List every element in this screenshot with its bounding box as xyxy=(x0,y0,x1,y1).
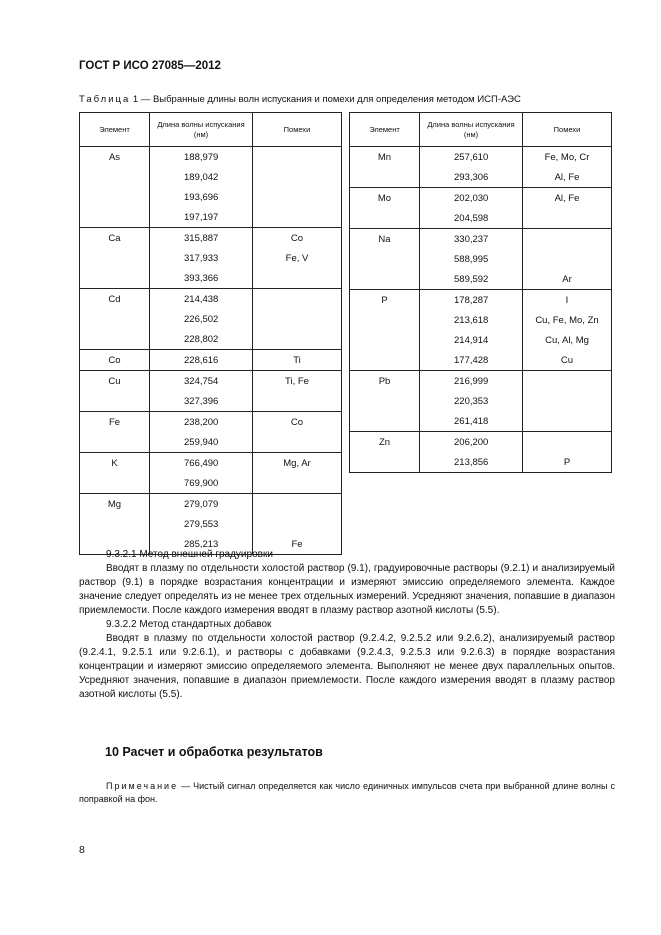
table-row xyxy=(350,310,612,330)
element-cell: K xyxy=(80,453,150,474)
wavelength-cell: 238,200 xyxy=(150,412,253,433)
wavelength-cell: 324,754 xyxy=(150,371,253,392)
interference-cell xyxy=(523,391,612,411)
element-cell xyxy=(80,309,150,329)
note xyxy=(79,780,615,806)
subsection-heading: 9.3.2.1 Метод внешней градуировки xyxy=(106,549,273,560)
table-caption-text: 1 — Выбранные длины волн испускания и помехи для определения методом ИСП-АЭС xyxy=(130,94,521,105)
table-row xyxy=(350,350,612,371)
interference-cell xyxy=(253,432,342,453)
element-cell: Ca xyxy=(80,228,150,249)
wavelength-cell: 228,802 xyxy=(150,329,253,350)
table-row xyxy=(80,453,342,474)
interference-cell xyxy=(253,268,342,289)
element-cell xyxy=(80,514,150,534)
table-row xyxy=(350,249,612,269)
wavelength-cell: 213,856 xyxy=(420,452,523,473)
section-external-calibration xyxy=(79,548,615,702)
interference-cell: Cu xyxy=(523,350,612,371)
table-row xyxy=(80,309,342,329)
wavelength-cell: 213,618 xyxy=(420,310,523,330)
interference-cell: Fe, V xyxy=(253,248,342,268)
interference-cell xyxy=(523,432,612,453)
table-row xyxy=(80,473,342,494)
interference-cell: Co xyxy=(253,412,342,433)
interference-cell: Ar xyxy=(523,269,612,290)
interference-cell: Cu, Al, Mg xyxy=(523,330,612,350)
interference-cell: I xyxy=(523,290,612,311)
element-cell xyxy=(350,391,420,411)
wavelength-cell: 279,553 xyxy=(150,514,253,534)
element-cell xyxy=(80,207,150,228)
interference-cell xyxy=(253,514,342,534)
interference-cell xyxy=(253,187,342,207)
column-header-interference: Помехи xyxy=(253,113,342,147)
interference-cell xyxy=(523,371,612,392)
table-row xyxy=(80,494,342,515)
wavelength-cell: 285,213 xyxy=(150,534,253,555)
table-row xyxy=(350,411,612,432)
table-row xyxy=(80,432,342,453)
element-cell xyxy=(350,330,420,350)
subsection-heading: 9.3.2.2 Метод стандартных добавок xyxy=(106,619,272,630)
paragraph: Вводят в плазму по отдельности холостой раствор (9.1), градуировочные растворы (9.2.1) и анализируемый раствор (9.1) в порядке возрастания концентрации и измеряют эмиссию определяемого элемента. Каждое значение следует определять из не менее трех отдельных измерений. Усредняют значения, попавшие в диапазон приемлемости. После каждого измерения вводят в плазму раствор азотной кислоты (5.5). xyxy=(79,563,615,616)
element-cell xyxy=(80,473,150,494)
element-cell xyxy=(350,411,420,432)
wavelength-cell: 177,428 xyxy=(420,350,523,371)
wavelength-cell: 216,999 xyxy=(420,371,523,392)
table-body-left xyxy=(80,147,342,555)
interference-cell xyxy=(253,289,342,310)
wavelength-table-left xyxy=(79,112,342,555)
element-cell: Cd xyxy=(80,289,150,310)
element-cell: Mn xyxy=(350,147,420,168)
interference-cell: Fe xyxy=(253,534,342,555)
element-cell xyxy=(80,248,150,268)
interference-cell: P xyxy=(523,452,612,473)
wavelength-cell: 228,616 xyxy=(150,350,253,371)
element-cell: As xyxy=(80,147,150,168)
interference-cell: Co xyxy=(253,228,342,249)
table-row xyxy=(350,432,612,453)
element-cell xyxy=(350,208,420,229)
table-row xyxy=(350,167,612,188)
wavelength-cell: 220,353 xyxy=(420,391,523,411)
wavelength-cell: 178,287 xyxy=(420,290,523,311)
element-cell: Fe xyxy=(80,412,150,433)
element-cell xyxy=(350,167,420,188)
paragraph: Вводят в плазму по отдельности холостой раствор (9.2.4.2, 9.2.5.2 или 9.2.6.2), анализируемый раствор (9.2.4.1, 9.2.5.1 или 9.2.6.1), и растворы с добавками (9.2.4.3, 9.2.5.3 или 9.2.6.3) в порядке возрастания концентрации и измеряют эмиссию определяемого элемента. Выполняют не менее двух параллельных опытов. Усредняют значения, попавшие в диапазон приемлемости. После каждого измерения вводят в плазму раствор азотной кислоты (5.5). xyxy=(79,633,615,700)
wavelength-cell: 214,438 xyxy=(150,289,253,310)
table-row xyxy=(80,412,342,433)
interference-cell xyxy=(523,208,612,229)
document-header: ГОСТ Р ИСО 27085—2012 xyxy=(79,60,221,72)
wavelength-cell: 189,042 xyxy=(150,167,253,187)
wavelength-cell: 204,598 xyxy=(420,208,523,229)
table-row xyxy=(80,329,342,350)
interference-cell: Al, Fe xyxy=(523,167,612,188)
element-cell xyxy=(80,432,150,453)
interference-cell xyxy=(253,207,342,228)
table-row xyxy=(80,289,342,310)
element-cell: Pb xyxy=(350,371,420,392)
section-heading: 10 Расчет и обработка результатов xyxy=(105,745,323,759)
table-body-right xyxy=(350,147,612,473)
interference-cell xyxy=(523,229,612,250)
wavelength-cell: 315,887 xyxy=(150,228,253,249)
wavelength-cell: 293,306 xyxy=(420,167,523,188)
table-row xyxy=(350,290,612,311)
column-header-element: Элемент xyxy=(350,113,420,147)
element-cell xyxy=(80,329,150,350)
wavelength-cell: 317,933 xyxy=(150,248,253,268)
element-cell xyxy=(350,310,420,330)
note-label: Примечание xyxy=(106,781,179,791)
element-cell xyxy=(80,268,150,289)
wavelength-cell: 261,418 xyxy=(420,411,523,432)
element-cell xyxy=(350,350,420,371)
table-row xyxy=(350,371,612,392)
element-cell: Co xyxy=(80,350,150,371)
wavelength-cell: 279,079 xyxy=(150,494,253,515)
interference-cell: Ti xyxy=(253,350,342,371)
element-cell: P xyxy=(350,290,420,311)
element-cell xyxy=(350,269,420,290)
element-cell: Zn xyxy=(350,432,420,453)
wavelength-cell: 197,197 xyxy=(150,207,253,228)
interference-cell: Fe, Mo, Cr xyxy=(523,147,612,168)
table-row xyxy=(350,452,612,473)
wavelength-cell: 589,592 xyxy=(420,269,523,290)
wavelength-cell: 588,995 xyxy=(420,249,523,269)
table-row xyxy=(350,208,612,229)
wavelength-cell: 327,396 xyxy=(150,391,253,412)
element-cell: Mo xyxy=(350,188,420,209)
table-row xyxy=(80,187,342,207)
interference-cell xyxy=(253,494,342,515)
table-row xyxy=(80,167,342,187)
table-row xyxy=(80,268,342,289)
wavelength-cell: 769,900 xyxy=(150,473,253,494)
page-number: 8 xyxy=(79,844,85,856)
wavelength-cell: 766,490 xyxy=(150,453,253,474)
element-cell: Na xyxy=(350,229,420,250)
wavelength-cell: 257,610 xyxy=(420,147,523,168)
interference-cell xyxy=(253,473,342,494)
table-row xyxy=(350,147,612,168)
column-header-interference: Помехи xyxy=(523,113,612,147)
table-row xyxy=(350,188,612,209)
element-cell xyxy=(350,249,420,269)
interference-cell xyxy=(523,249,612,269)
wavelength-cell: 330,237 xyxy=(420,229,523,250)
element-cell xyxy=(80,187,150,207)
wavelength-cell: 259,940 xyxy=(150,432,253,453)
wavelength-cell: 188,979 xyxy=(150,147,253,168)
interference-cell xyxy=(523,411,612,432)
wavelength-cell: 193,696 xyxy=(150,187,253,207)
table-row xyxy=(350,391,612,411)
column-header-wavelength: Длина волны испускания (нм) xyxy=(150,113,253,147)
table-row xyxy=(350,229,612,250)
table-row xyxy=(350,330,612,350)
element-cell: Mg xyxy=(80,494,150,515)
table-row xyxy=(80,207,342,228)
interference-cell xyxy=(253,329,342,350)
interference-cell: Al, Fe xyxy=(523,188,612,209)
wavelength-cell: 393,366 xyxy=(150,268,253,289)
wavelength-cell: 214,914 xyxy=(420,330,523,350)
interference-cell xyxy=(253,391,342,412)
column-header-wavelength: Длина волны испускания (нм) xyxy=(420,113,523,147)
table-row xyxy=(80,350,342,371)
element-cell xyxy=(80,167,150,187)
interference-cell: Cu, Fe, Mo, Zn xyxy=(523,310,612,330)
wavelength-table-right xyxy=(349,112,612,473)
interference-cell xyxy=(253,147,342,168)
interference-cell: Mg, Ar xyxy=(253,453,342,474)
table-row xyxy=(80,514,342,534)
column-header-element: Элемент xyxy=(80,113,150,147)
table-row xyxy=(80,391,342,412)
element-cell xyxy=(80,391,150,412)
wavelength-cell: 226,502 xyxy=(150,309,253,329)
interference-cell xyxy=(253,167,342,187)
interference-cell xyxy=(253,309,342,329)
element-cell: Cu xyxy=(80,371,150,392)
element-cell xyxy=(350,452,420,473)
wavelength-cell: 202,030 xyxy=(420,188,523,209)
note-text: — Чистый сигнал определяется как число единичных импульсов счета при выбранной длине волны с поправкой на фон. xyxy=(79,781,615,804)
table-row xyxy=(80,248,342,268)
table-row xyxy=(350,269,612,290)
table-caption xyxy=(79,94,521,105)
table-row xyxy=(80,371,342,392)
table-row xyxy=(80,147,342,168)
table-row xyxy=(80,228,342,249)
wavelength-cell: 206,200 xyxy=(420,432,523,453)
table-caption-label: Таблица xyxy=(79,94,131,105)
interference-cell: Ti, Fe xyxy=(253,371,342,392)
